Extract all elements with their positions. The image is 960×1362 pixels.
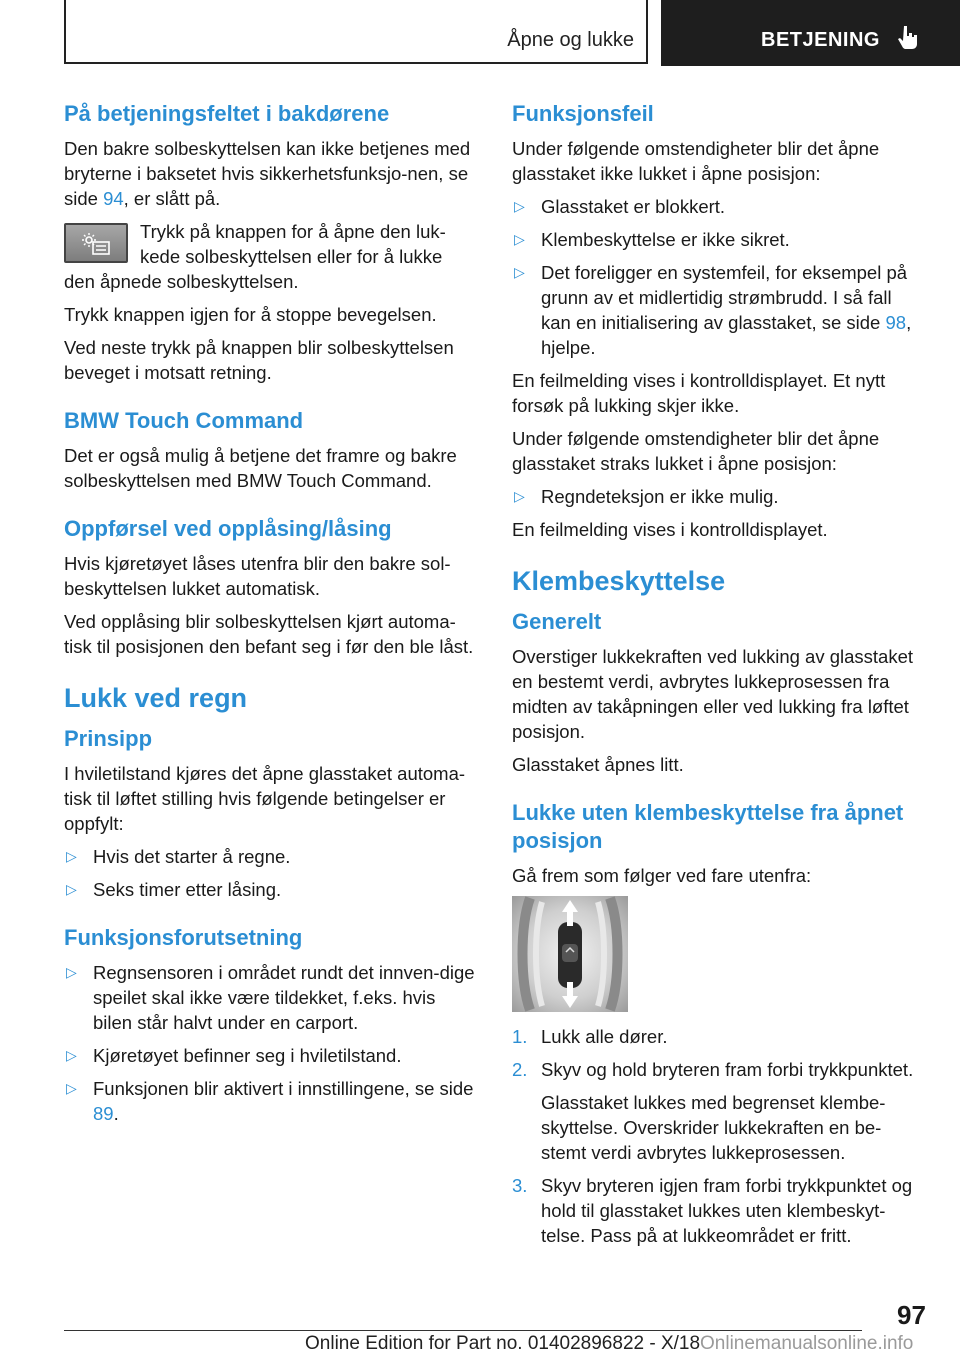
page-number: 97 — [897, 1300, 926, 1330]
paragraph: Det er også mulig å betjene det framre og bakre solbeskyttelsen med BMW Touch Command. — [64, 445, 457, 491]
step-subtext: Glasstaket lukkes med begrenset klembe‐skyttelse. Overskrider lukkekraften en be‐stemt verdi avbrytes lukkeprosessen. — [541, 1092, 886, 1163]
paragraph: Ved opplåsing blir solbeskyttelsen kjørt automa‐tisk til posisjonen den befant seg i før den ble låst. — [64, 611, 474, 657]
list-item — [512, 260, 926, 360]
list-item-text: Funksjonen blir aktivert i innstillingene, se side — [93, 1078, 474, 1099]
text-run: . — [113, 1103, 119, 1124]
paragraph: Gå frem som følger ved fare utenfra: — [512, 865, 812, 886]
text-run: , er slått på. — [123, 188, 221, 209]
bullet-list — [512, 484, 926, 509]
list-item — [64, 1076, 478, 1126]
paragraph: Trykk på knappen for å åpne den luk‐kede solbeskyttelsen eller for å lukke den åpnede solbeskyttelsen. — [64, 221, 446, 292]
list-item — [512, 194, 926, 219]
list-item — [512, 484, 926, 509]
step-number: 1. — [512, 1026, 528, 1047]
list-item-text: Regnsensoren i området rundt det innven‐dige speilet skal ikke være tildekket, f.eks. hvis bilen står halvt under en carport. — [93, 962, 475, 1033]
heading-pinch-protection: Klembeskyttelse — [512, 566, 726, 596]
button-instruction — [64, 219, 478, 294]
paragraph — [64, 136, 478, 211]
bullet-list — [64, 844, 478, 902]
bullet-triangle-icon: ▷ — [514, 488, 525, 504]
page-link-98[interactable]: 98 — [885, 312, 907, 333]
paragraph: Hvis kjøretøyet låses utenfra blir den bakre sol‐beskyttelsen lukket automatisk. — [64, 553, 451, 599]
header-section: BETJENING — [761, 29, 880, 51]
step-item — [512, 1173, 926, 1248]
bullet-triangle-icon: ▷ — [66, 1047, 77, 1063]
footer-edition: Online Edition for Part no. 01402896822 - X/18 — [305, 1333, 701, 1354]
list-item — [64, 960, 478, 1035]
bullet-triangle-icon: ▷ — [514, 198, 525, 214]
heading-function-requirements: Funksjonsforutsetning — [64, 925, 303, 950]
heading-rear-door-panel: På betjeningsfeltet i bakdørene — [64, 101, 390, 126]
paragraph: Trykk knappen igjen for å stoppe bevegelsen. — [64, 304, 437, 325]
step-item — [512, 1057, 926, 1165]
list-item-text: Regndeteksjon er ikke mulig. — [541, 486, 779, 507]
paragraph: Ved neste trykk på knappen blir solbeskyttelsen beveget i motsatt retning. — [64, 337, 454, 383]
bullet-triangle-icon: ▷ — [514, 231, 525, 247]
left-column — [64, 100, 478, 1134]
heading-locking-behaviour: Oppførsel ved opplåsing/låsing — [64, 516, 392, 541]
list-item-text: Hvis det starter å regne. — [93, 846, 291, 867]
paragraph: En feilmelding vises i kontrolldisplayet. Et nytt forsøk på lukking skjer ikke. — [512, 370, 886, 416]
right-column — [512, 100, 926, 1256]
list-item-text: Det foreligger en systemfeil, for eksempel på grunn av et midlertidig strømbrudd. I så fall kan en initialisering av glasstaket, se side — [541, 262, 908, 333]
hand-pointer-icon — [896, 24, 920, 52]
list-item — [64, 1043, 478, 1068]
page-link-94[interactable]: 94 — [103, 188, 124, 209]
step-text: Lukk alle dører. — [541, 1026, 668, 1047]
bullet-triangle-icon: ▷ — [66, 1080, 77, 1096]
paragraph: I hviletilstand kjøres det åpne glasstaket automa‐tisk til løftet stilling hvis følgende betingelser er oppfylt: — [64, 763, 466, 834]
numbered-steps — [512, 1024, 926, 1248]
heading-close-without-pinch-protection: Lukke uten klembeskyttelse fra åpnet posisjon — [512, 800, 904, 853]
heading-bmw-touch-command: BMW Touch Command — [64, 408, 304, 433]
header-title-box — [64, 0, 648, 64]
step-number: 2. — [512, 1059, 528, 1080]
list-item-text: Kjøretøyet befinner seg i hviletilstand. — [93, 1045, 402, 1066]
list-item — [512, 227, 926, 252]
page-link-89[interactable]: 89 — [93, 1103, 114, 1124]
heading-general: Generelt — [512, 609, 602, 634]
bullet-triangle-icon: ▷ — [66, 848, 77, 864]
list-item-text: Glasstaket er blokkert. — [541, 196, 726, 217]
heading-close-on-rain: Lukk ved regn — [64, 683, 248, 713]
bullet-triangle-icon: ▷ — [66, 964, 77, 980]
roof-switch-photo — [512, 896, 628, 1012]
paragraph: En feilmelding vises i kontrolldisplayet. — [512, 519, 828, 540]
paragraph: Glasstaket åpnes litt. — [512, 754, 684, 775]
sunblind-button-icon — [64, 223, 128, 263]
list-item — [64, 877, 478, 902]
step-text: Skyv og hold bryteren fram forbi trykkpunktet. — [541, 1059, 914, 1080]
paragraph: Under følgende omstendigheter blir det åpne glasstaket ikke lukket i åpne posisjon: — [512, 138, 880, 184]
bullet-triangle-icon: ▷ — [66, 881, 77, 897]
text-run: Den bakre solbeskyttelsen kan ikke betjenes med bryterne i baksetet hvis sikkerhetsfunksjo‐nen, se side — [64, 138, 471, 209]
bullet-triangle-icon: ▷ — [514, 264, 525, 280]
list-item-text: Klembeskyttelse er ikke sikret. — [541, 229, 790, 250]
list-item — [64, 844, 478, 869]
header-section-box — [661, 0, 960, 66]
footer-divider — [64, 1330, 862, 1331]
heading-malfunction: Funksjonsfeil — [512, 101, 654, 126]
paragraph: Overstiger lukkekraften ved lukking av glasstaket en bestemt verdi, avbrytes lukkeprosessen fra midten av takåpningen eller ved lukking fra løftet posisjon. — [512, 646, 914, 742]
step-item — [512, 1024, 926, 1049]
bullet-list — [512, 194, 926, 360]
watermark[interactable]: Onlinemanualsonline.info — [700, 1333, 914, 1354]
heading-principle: Prinsipp — [64, 726, 153, 751]
list-item-text: Seks timer etter låsing. — [93, 879, 282, 900]
text-run: , hjelpe. — [541, 312, 912, 358]
bullet-list — [64, 960, 478, 1126]
header-title: Åpne og lukke — [507, 29, 634, 51]
step-number: 3. — [512, 1175, 528, 1196]
paragraph: Under følgende omstendigheter blir det åpne glasstaket straks lukket i åpne posisjon: — [512, 428, 880, 474]
step-text: Skyv bryteren igjen fram forbi trykkpunktet og hold til glasstaket lukkes uten klembeskyt‐telse. Pass på at lukkeområdet er fritt. — [541, 1175, 913, 1246]
